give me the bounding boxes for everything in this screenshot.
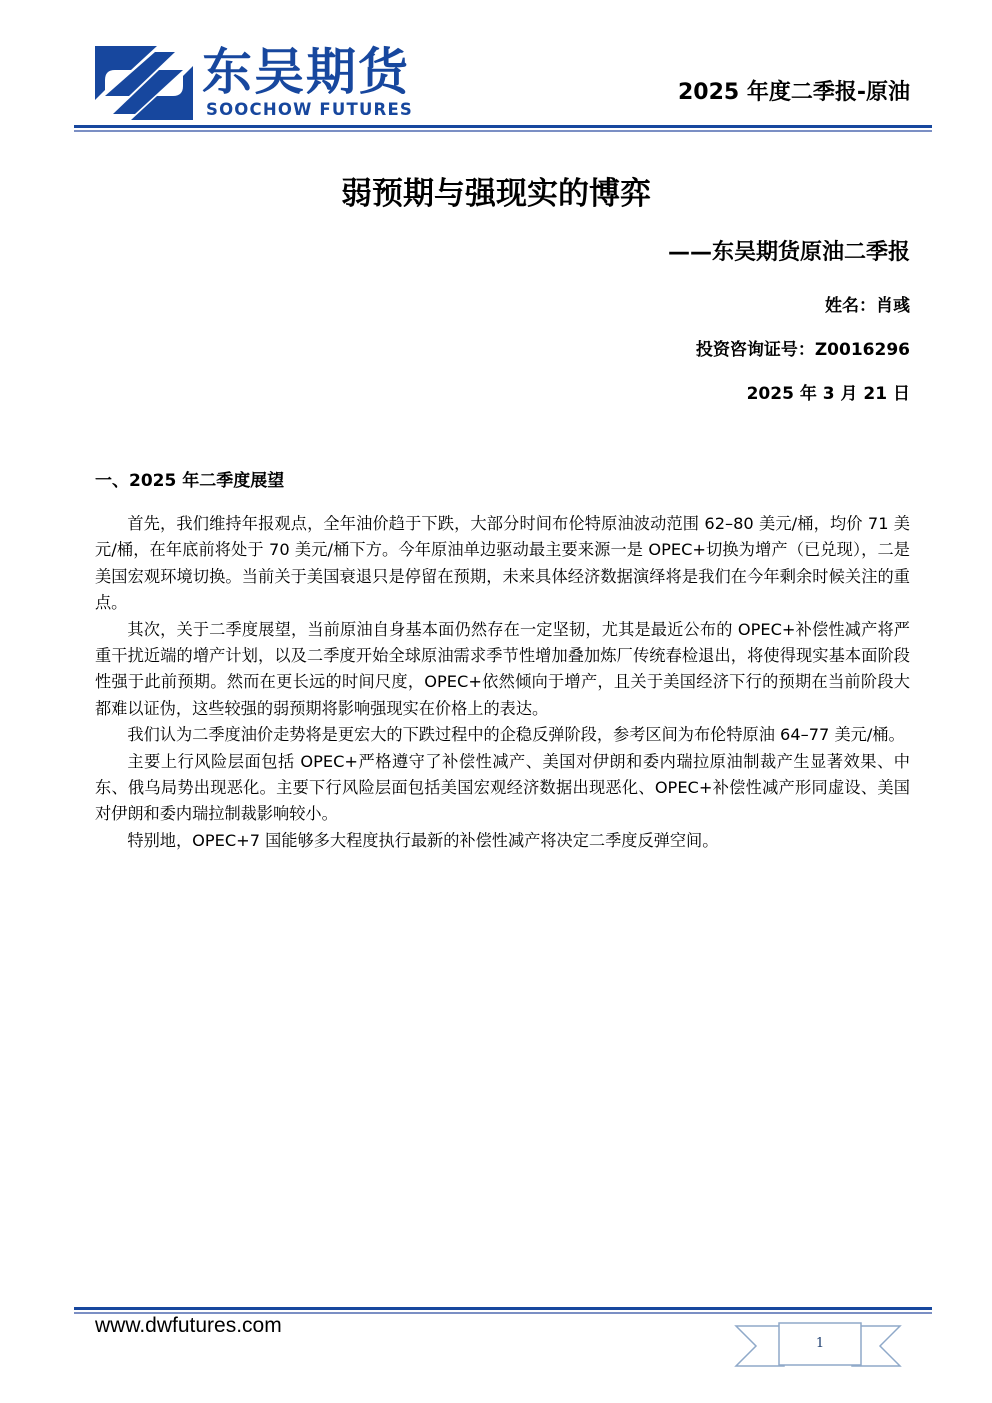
page-number: 1 (815, 1336, 825, 1351)
paragraph: 首先，我们维持年报观点，全年油价趋于下跌，大部分时间布伦特原油波动范围 62–80 美元/桶，均价 71 美元/桶，在年底前将处于 70 美元/桶下方。今年原油单边驱动最主要来源一是 OPEC+切换为增产（已兑现），二是美国宏观环境切换。当前关于美国衰退只是停留在预期，未来具体经济数据演绎将是我们在今年剩余时候关注的重点。 (95, 514, 910, 613)
document-subtitle: ——东吴期货原油二季报 (667, 240, 910, 265)
header-divider-thin (74, 130, 932, 132)
header-divider (74, 125, 932, 128)
logo-chinese-name: 东吴期货 (202, 43, 410, 101)
report-tag: 2025 年度二季报-原油 (677, 80, 910, 105)
license-number: 投资咨询证号：Z0016296 (695, 340, 910, 360)
website-url: www.dwfutures.com (95, 1314, 282, 1337)
author-name: 姓名：肖彧 (825, 296, 910, 316)
logo-english-name: SOOCHOW FUTURES (206, 100, 414, 119)
paragraph: 主要上行风险层面包括 OPEC+严格遵守了补偿性减产、美国对伊朗和委内瑞拉原油制裁产生显著效果、中东、俄乌局势出现恶化。主要下行风险层面包括美国宏观经济数据出现恶化、OPEC+补偿性减产形同虚设、美国对伊朗和委内瑞拉制裁影响较小。 (95, 751, 910, 824)
document-title: 弱预期与强现实的博弈 (341, 176, 651, 212)
report-date: 2025 年 3 月 21 日 (746, 384, 910, 404)
paragraph: 其次，关于二季度展望，当前原油自身基本面仍然存在一定坚韧，尤其是最近公布的 OPEC+补偿性减产将严重干扰近端的增产计划，以及二季度开始全球原油需求季节性增加叠加炼厂传统春检退出，将使得现实基本面阶段性强于此前预期。然而在更长远的时间尺度，OPEC+依然倾向于增产，且关于美国经济下行的预期在当前阶段大都难以证伪，这些较强的弱预期将影响强现实在价格上的表达。 (95, 619, 910, 718)
paragraph: 特别地，OPEC+7 国能够多大程度执行最新的补偿性减产将决定二季度反弹空间。 (127, 830, 719, 850)
footer-divider (74, 1307, 932, 1310)
section-heading: 一、2025 年二季度展望 (95, 471, 285, 491)
paragraph: 我们认为二季度油价走势将是更宏大的下跌过程中的企稳反弹阶段，参考区间为布伦特原油 64–77 美元/桶。 (127, 725, 905, 745)
company-logo-icon (95, 46, 193, 120)
section-body (95, 511, 910, 854)
